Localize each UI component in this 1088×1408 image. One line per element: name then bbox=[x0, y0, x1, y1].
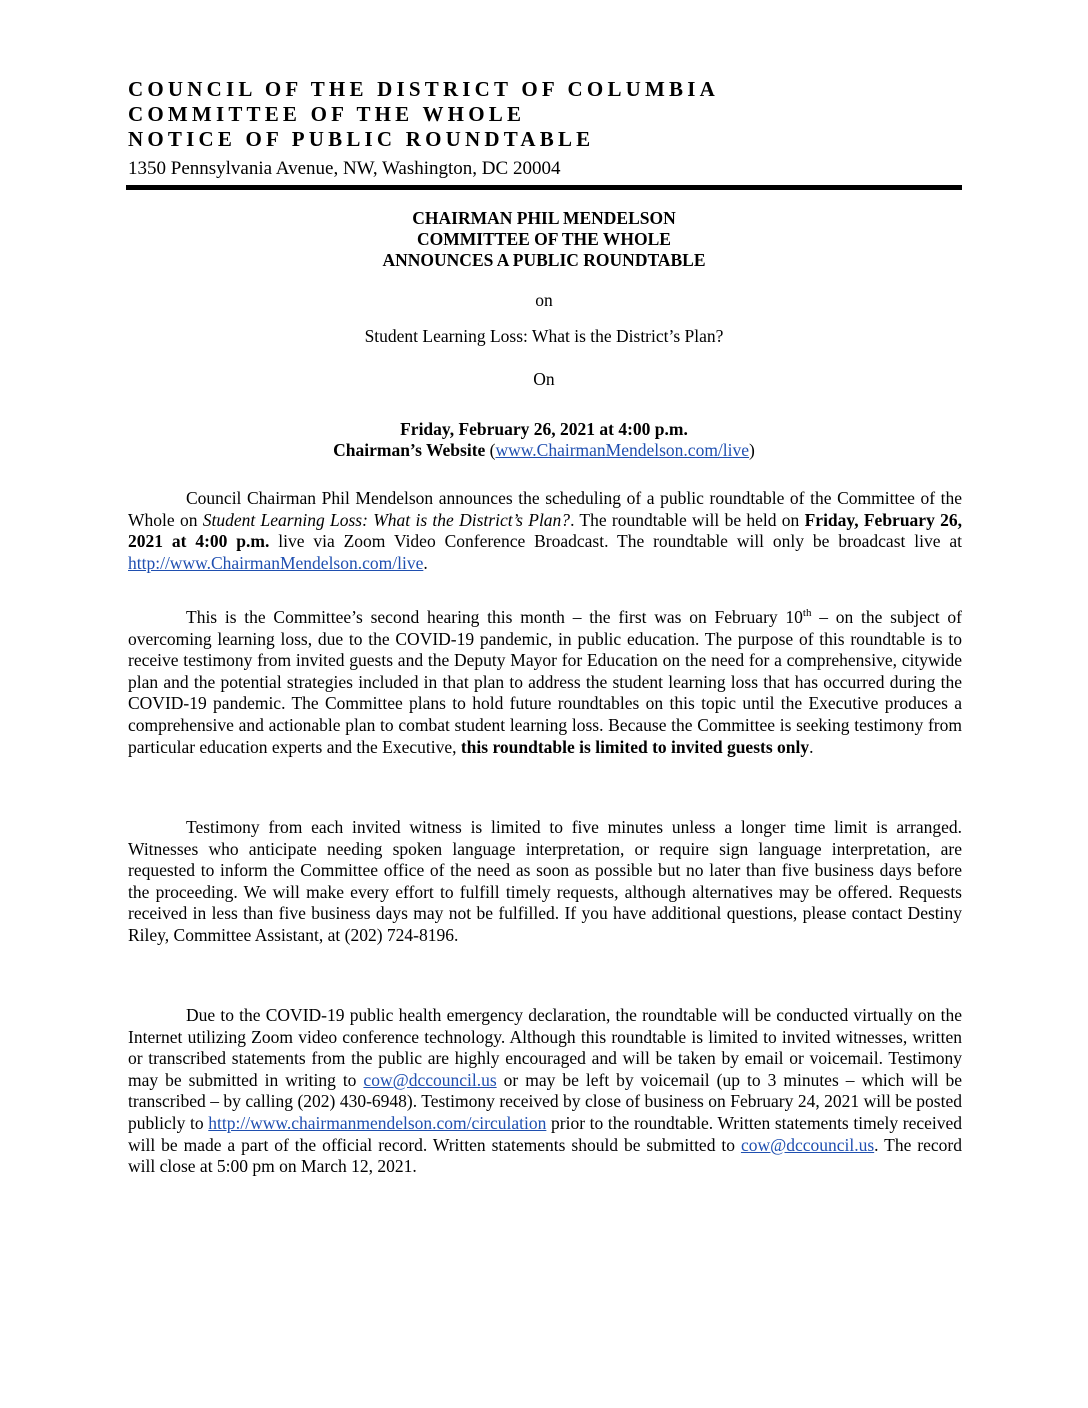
letterhead-council: COUNCIL OF THE DISTRICT OF COLUMBIA bbox=[128, 77, 719, 101]
letterhead-address: 1350 Pennsylvania Avenue, NW, Washington, DC 20004 bbox=[128, 158, 561, 179]
announcement-schedule bbox=[126, 419, 962, 461]
announcement-topic: Student Learning Loss: What is the District’s Plan? bbox=[364, 326, 724, 346]
announcement-committee: COMMITTEE OF THE WHOLE bbox=[417, 229, 671, 249]
header-divider bbox=[126, 185, 962, 190]
para2-text-1: This is the Committee’s second hearing this month – the first was on February 10 bbox=[186, 607, 803, 627]
para1-text-3: live via Zoom Video Conference Broadcast. The roundtable will only be broadcast live at bbox=[269, 531, 962, 552]
announcement-datetime: Friday, February 26, 2021 at 4:00 p.m. bbox=[400, 419, 688, 439]
para2-text-3: . bbox=[809, 736, 814, 757]
para4-text-4: . The record will close at 5:00 pm on March 12, 2021. bbox=[128, 1134, 962, 1177]
para1-live-link[interactable]: http://www.ChairmanMendelson.com/live bbox=[128, 552, 424, 573]
announcement-roundtable: ANNOUNCES A PUBLIC ROUNDTABLE bbox=[382, 250, 706, 270]
para4-text-2: or may be left by voicemail (up to 3 minutes – which will be transcribed – by calling (202) 430-6948). Testimony received by close of business on February 24, 2021 will be posted publicly to bbox=[128, 1069, 962, 1133]
para4-email-link-2[interactable]: cow@dccouncil.us bbox=[740, 1134, 875, 1155]
paragraph-testimony-rules: Testimony from each invited witness is limited to five minutes unless a longer time limit is arranged. Witnesses who anticipate needing spoken language interpretation, or require sign language interpretation, are requested to inform the Committee office of the need as soon as possible but no later than five business days before the proceeding. We will make every effort to fulfill timely requests, although alternatives may be offered. Requests received in less than five business days may not be fulfilled. If you have additional questions, please contact Destiny Riley, Committee Assistant, at (202) 724-8196. bbox=[128, 817, 962, 945]
announcement-website bbox=[126, 440, 962, 461]
announcement-heading bbox=[126, 208, 962, 271]
para1-text-2: . The roundtable will be held on bbox=[570, 509, 805, 530]
para4-text-1: Due to the COVID-19 public health emergency declaration, the roundtable will be conducted virtually on the Internet utilizing Zoom video conference technology. Although this roundtable is limited to invited witnesses, written or transcribed statements from the public are highly encouraged and will be taken by email or voicemail. Testimony may be submitted in writing to bbox=[128, 1005, 962, 1090]
para1-topic: Student Learning Loss: What is the District’s Plan? bbox=[202, 509, 571, 530]
announcement-chairman: CHAIRMAN PHIL MENDELSON bbox=[412, 208, 676, 228]
para2-text-2: – on the subject of overcoming learning loss, due to the COVID-19 pandemic, in public education. The purpose of this roundtable is to receive testimony from invited guests and the Deputy Mayor for Education on the need for a comprehensive, citywide plan and the potential strategies included in that plan to address the student learning loss that has occurred during the COVID-19 pandemic. The Committee plans to hold future roundtables on this topic until the Executive produces a comprehensive and actionable plan to combat student learning loss. Because the Committee is seeking testimony from particular education experts and the Executive, bbox=[128, 607, 962, 757]
paragraph-covid-submission bbox=[128, 1005, 962, 1178]
announcement-on-2: On bbox=[533, 369, 555, 389]
para1-text-1: Council Chairman Phil Mendelson announces the scheduling of a public roundtable of the Committee of the Whole on bbox=[128, 488, 962, 530]
announcement-on-1: on bbox=[535, 290, 553, 310]
para4-text-3: prior to the roundtable. Written statements timely received will be made a part of the official record. Written statements should be submitted to bbox=[128, 1112, 963, 1155]
website-label: Chairman’s Website bbox=[333, 440, 486, 460]
para2-superscript: th bbox=[802, 607, 812, 620]
paragraph-intro bbox=[128, 488, 962, 574]
website-close-paren: ) bbox=[749, 440, 755, 460]
website-link[interactable]: www.ChairmanMendelson.com/live bbox=[495, 440, 750, 460]
para1-text-4: . bbox=[423, 552, 428, 573]
website-open-paren: ( bbox=[485, 440, 496, 460]
paragraph-purpose bbox=[128, 607, 962, 758]
para4-circulation-link[interactable]: http://www.chairmanmendelson.com/circulation bbox=[208, 1112, 547, 1133]
letterhead-committee: COMMITTEE OF THE WHOLE bbox=[128, 102, 526, 126]
para1-date: Friday, February 26, 2021 at 4:00 p.m. bbox=[128, 509, 962, 552]
letterhead-notice: NOTICE OF PUBLIC ROUNDTABLE bbox=[128, 127, 595, 151]
letterhead bbox=[128, 77, 964, 180]
para4-email-link-1[interactable]: cow@dccouncil.us bbox=[363, 1069, 497, 1090]
para2-invited-only: this roundtable is limited to invited guests only bbox=[460, 736, 810, 757]
